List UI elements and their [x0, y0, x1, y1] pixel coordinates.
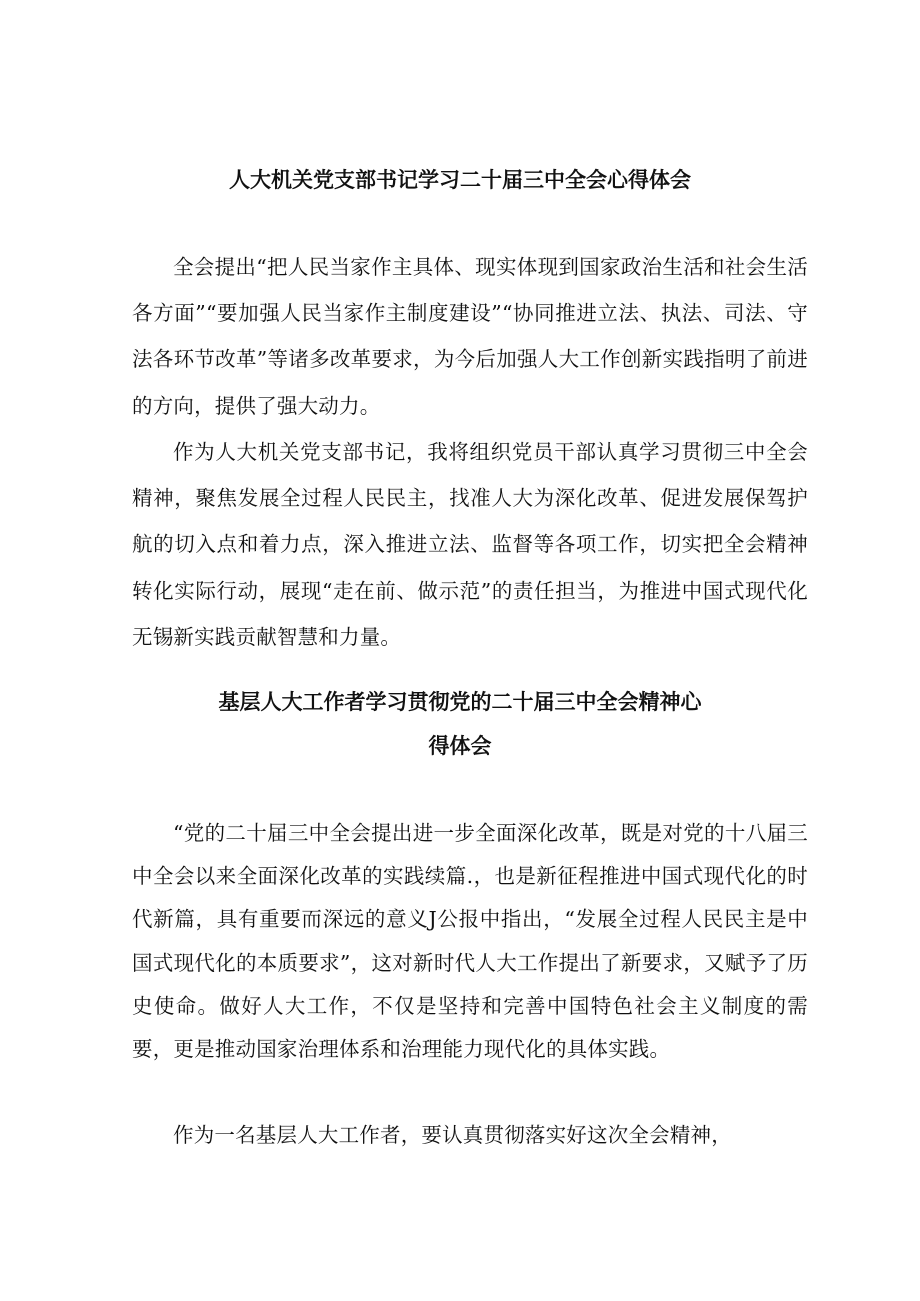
article-2-paragraph-1: “党的二十届三中全会提出进一步全面深化改革，既是对党的十八届三中全会以来全面深化改革的实践续篇.，也是新征程推进中国式现代化的时代新篇，具有重要而深远的意义J公报中指出，“发展全过程人民民主是中国式现代化的本质要求”，这对新时代人大工作提出了新要求，又赋予了历史使命。做好人大工作，不仅是坚持和完善中国特色社会主义制度的需要，更是推动国家治理体系和治理能力现代化的具体实践。 — [132, 821, 808, 1062]
article-2-title-line-1: 基层人大工作者学习贯彻党的二十届三中全会精神心 — [218, 690, 702, 714]
article-2-title-line-2: 得体会 — [428, 734, 492, 758]
article-1-paragraph-1: 全会提出“把人民当家作主具体、现实体现到国家政治生活和社会生活各方面”“要加强人民当家作主制度建设”“协同推进立法、执法、司法、守法各环节改革”等诸多改革要求，为今后加强人大工作创新实践指明了前进的方向，提供了强大动力。 — [132, 255, 808, 418]
article-1-title: 人大机关党支部书记学习二十届三中全会心得体会 — [229, 168, 691, 192]
article-1-paragraph-2: 作为人大机关党支部书记，我将组织党员干部认真学习贯彻三中全会精神，聚焦发展全过程人民民主，找准人大为深化改革、促进发展保驾护航的切入点和着力点，深入推进立法、监督等各项工作，切实把全会精神转化实际行动，展现“走在前、做示范”的责任担当，为推进中国式现代化无锡新实践贡献智慧和力量。 — [132, 440, 808, 649]
article-2-paragraph-2: 作为一名基层人大工作者，要认真贯彻落实好这次全会精神， — [173, 1123, 732, 1147]
